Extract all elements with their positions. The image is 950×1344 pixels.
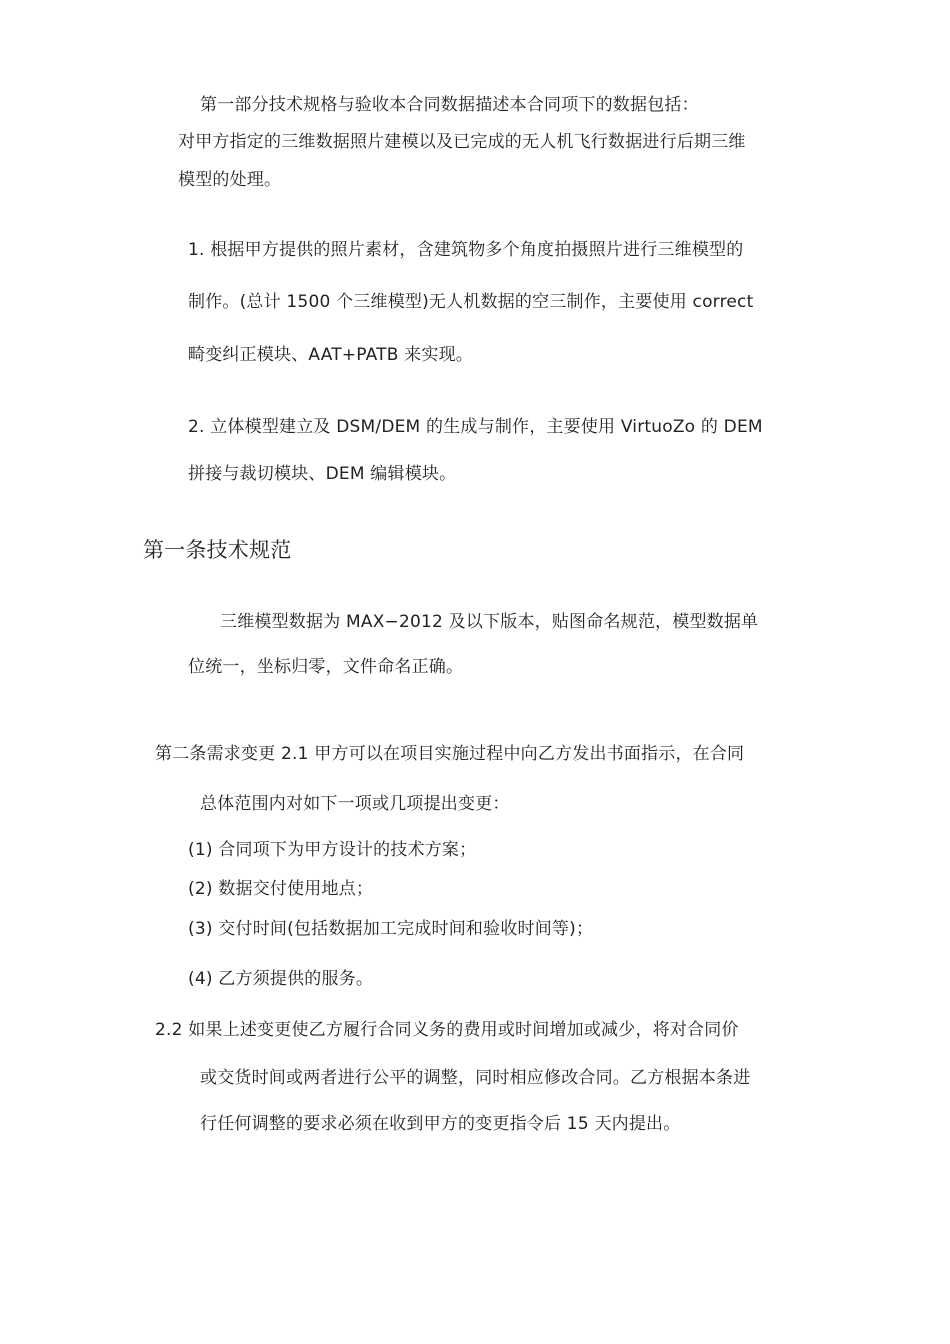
intro-line-3: 模型的处理。 — [178, 170, 282, 190]
item-2-number: 2. — [188, 417, 205, 437]
item-1-number: 1. — [188, 240, 205, 260]
item-1-line-3: 畸变纠正模块、AAT+PATB 来实现。 — [188, 345, 473, 365]
clause-2-2-line-3: 行任何调整的要求必须在收到甲方的变更指令后 15 天内提出。 — [200, 1114, 681, 1134]
item-2-line-1 — [188, 415, 763, 439]
intro-line-1: 第一部分技术规格与验收本合同数据描述本合同项下的数据包括： — [200, 95, 699, 115]
item-2-line-2: 拼接与裁切模块、DEM 编辑模块。 — [188, 464, 457, 484]
item-1-text-1: 根据甲方提供的照片素材，含建筑物多个角度拍摄照片进行三维模型的 — [210, 240, 744, 260]
article-1-line-2: 位统一，坐标归零，文件命名正确。 — [188, 657, 464, 677]
list-item-text: 合同项下为甲方设计的技术方案； — [218, 840, 477, 860]
clause-2-2-line-1: 2.2 如果上述变更使乙方履行合同义务的费用或时间增加或减少，将对合同价 — [155, 1020, 739, 1040]
item-2-text-1: 立体模型建立及 DSM/DEM 的生成与制作，主要使用 VirtuoZo 的 DEM — [210, 417, 763, 437]
article-1-line-1: 三维模型数据为 MAX−2012 及以下版本，贴图命名规范，模型数据单 — [220, 612, 759, 632]
article-2-line-1: 第二条需求变更 2.1 甲方可以在项目实施过程中向乙方发出书面指示，在合同 — [155, 744, 745, 764]
list-item-number: (1) — [188, 840, 213, 860]
list-item — [188, 877, 373, 901]
list-item-text: 乙方须提供的服务。 — [218, 969, 374, 989]
intro-line-2: 对甲方指定的三维数据照片建模以及已完成的无人机飞行数据进行后期三维 — [178, 132, 746, 152]
list-item — [188, 967, 373, 991]
item-1-line-1 — [188, 238, 743, 262]
list-item-number: (3) — [188, 919, 213, 939]
list-item — [188, 838, 476, 862]
list-item-text: 数据交付使用地点； — [218, 879, 374, 899]
list-item-text: 交付时间(包括数据加工完成时间和验收时间等)； — [218, 919, 594, 939]
article-2-line-2: 总体范围内对如下一项或几项提出变更： — [200, 794, 510, 814]
list-item-number: (4) — [188, 969, 213, 989]
list-item — [188, 917, 593, 941]
clause-2-2-line-2: 或交货时间或两者进行公平的调整，同时相应修改合同。乙方根据本条进 — [200, 1068, 751, 1088]
list-item-number: (2) — [188, 879, 213, 899]
article-1-heading: 第一条技术规范 — [143, 538, 292, 562]
item-1-line-2: 制作。(总计 1500 个三维模型)无人机数据的空三制作，主要使用 correct — [188, 292, 754, 312]
